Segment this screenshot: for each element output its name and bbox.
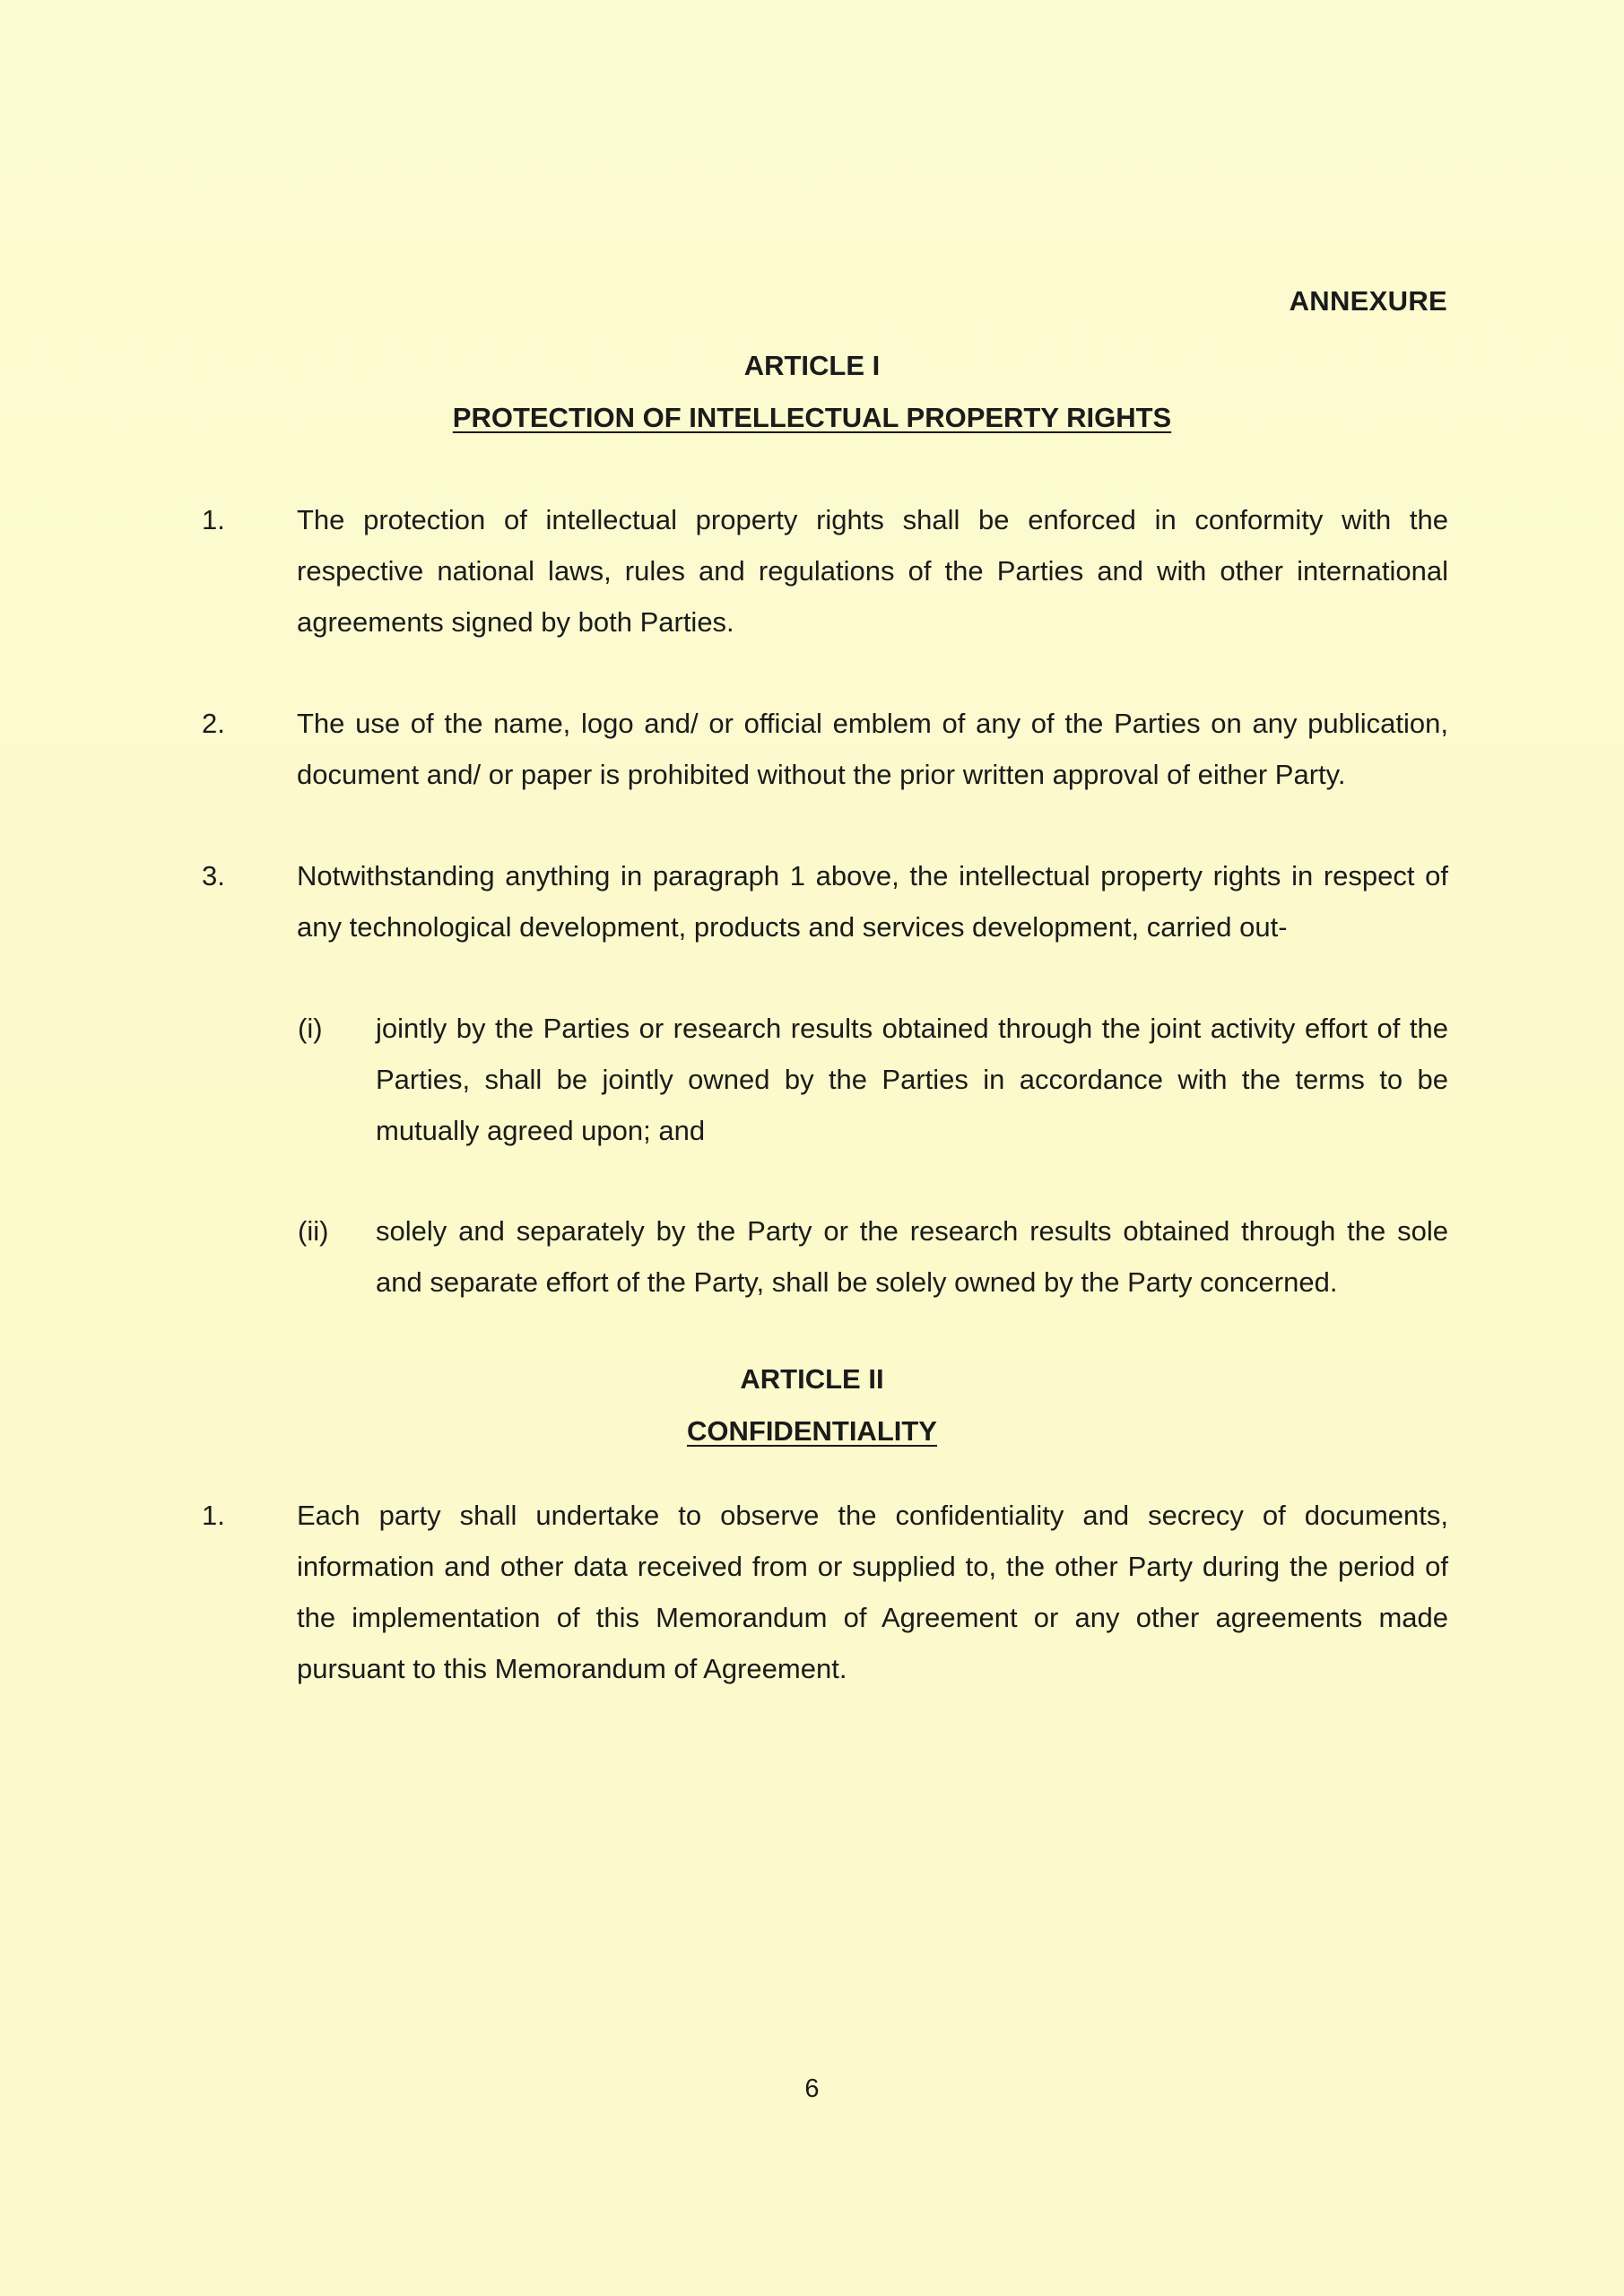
- paragraph-text: The protection of intellectual property rights shall be enforced in conformity with the respective national laws, rules and regulations of the Parties and with other international agreements signed by both Parties.: [297, 504, 1448, 638]
- paragraph-number: 2.: [202, 708, 225, 739]
- sub-item-text: jointly by the Parties or research results obtained through the joint activity effort of the Parties, shall be jointly owned by the Parties in accordance with the terms to be mutually agreed upon; and: [376, 1013, 1448, 1146]
- annexure-label: ANNEXURE: [1289, 285, 1447, 317]
- paragraph-text: Notwithstanding anything in paragraph 1 above, the intellectual property rights in respect of any technological development, products and services development, carried out-: [297, 860, 1448, 943]
- article-1-subtitle: PROTECTION OF INTELLECTUAL PROPERTY RIGHTS: [452, 402, 1172, 433]
- article-2-title: ARTICLE II: [740, 1363, 884, 1395]
- paragraph-text: Each party shall undertake to observe the confidentiality and secrecy of documents, information and other data received from or supplied to, the other Party during the period of the implementation of this Memorandum of Agreement or any other agreements made pursuant to this Memorandum of Agreement.: [297, 1500, 1448, 1684]
- paragraph-number: 1.: [202, 1500, 225, 1531]
- page-number: 6: [804, 2074, 820, 2103]
- article-2-subtitle: CONFIDENTIALITY: [687, 1415, 937, 1447]
- paragraph-number: 3.: [202, 860, 225, 891]
- sub-item-number: (i): [298, 1013, 323, 1044]
- paragraph-text: The use of the name, logo and/ or official emblem of any of the Parties on any publication, document and/ or paper is prohibited without the prior written approval of either Party.: [297, 708, 1448, 790]
- paragraph-number: 1.: [202, 504, 225, 535]
- article-1-title: ARTICLE I: [743, 350, 881, 381]
- sub-item-number: (ii): [298, 1215, 329, 1247]
- sub-item-text: solely and separately by the Party or the research results obtained through the sole and separate effort of the Party, shall be solely owned by the Party concerned.: [376, 1215, 1448, 1298]
